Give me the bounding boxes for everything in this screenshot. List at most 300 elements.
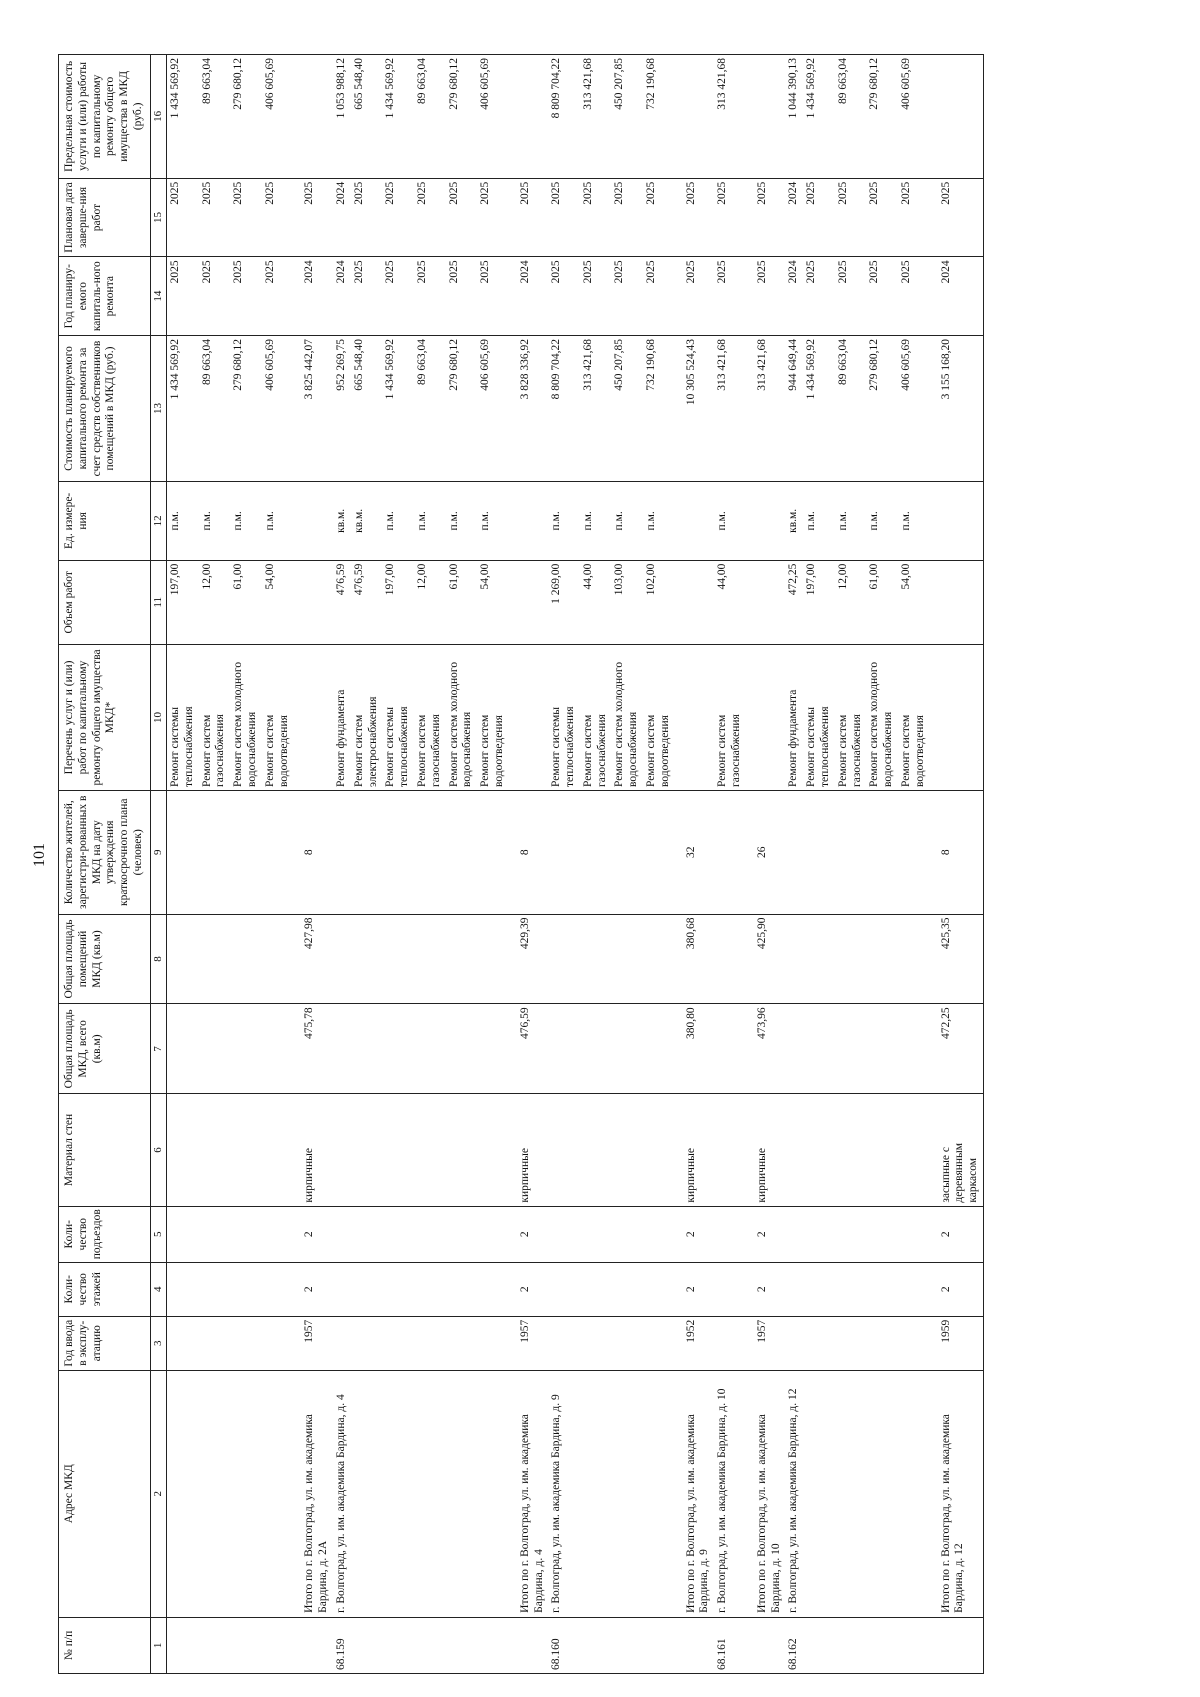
cell-col-14: 2025 — [580, 257, 612, 336]
cell-col-12: п.м. — [866, 482, 898, 561]
cell-col-11: 44,00 — [580, 560, 612, 644]
cell-col-9 — [262, 790, 294, 914]
cell-col-11: 476,59 — [333, 560, 351, 644]
cell-col-7 — [643, 1004, 675, 1094]
cell-col-2 — [351, 1370, 383, 1617]
table-header — [59, 55, 167, 1674]
cell-col-6: кирпичные — [746, 1094, 786, 1206]
cell-col-15: 2025 — [477, 178, 509, 257]
column-header-15: Плановая дата заверше-ния работ — [59, 178, 151, 257]
cell-col-9 — [580, 790, 612, 914]
cell-col-3 — [414, 1316, 446, 1370]
cell-col-10: Ремонт систем газоснабжения — [199, 644, 231, 790]
cell-col-13: 732 190,68 — [643, 335, 675, 481]
cell-col-4 — [477, 1262, 509, 1316]
cell-col-5 — [548, 1206, 580, 1262]
column-number-3: 3 — [150, 1316, 166, 1370]
cell-col-1 — [414, 1617, 446, 1673]
cell-col-13: 3 828 336,92 — [509, 335, 549, 481]
cell-col-15: 2025 — [930, 178, 984, 257]
cell-col-13: 3 155 168,20 — [930, 335, 984, 481]
work-row — [230, 55, 262, 1674]
building-total-row — [930, 55, 984, 1674]
cell-col-8 — [199, 914, 231, 1004]
cell-col-5: 2 — [293, 1206, 333, 1262]
cell-col-1 — [580, 1617, 612, 1673]
cell-col-2 — [835, 1370, 867, 1617]
cell-col-3 — [166, 1316, 198, 1370]
cell-col-2: г. Волгоград, ул. им. академика Бардина, д. 9 — [548, 1370, 580, 1617]
column-number-10: 10 — [150, 644, 166, 790]
work-row — [414, 55, 446, 1674]
column-number-5: 5 — [150, 1206, 166, 1262]
cell-col-2 — [866, 1370, 898, 1617]
cell-col-1 — [509, 1617, 549, 1673]
column-number-7: 7 — [150, 1004, 166, 1094]
cell-col-3 — [333, 1316, 351, 1370]
cell-col-15: 2025 — [199, 178, 231, 257]
cell-col-5 — [898, 1206, 930, 1262]
cell-col-4 — [714, 1262, 746, 1316]
cell-col-3: 1959 — [930, 1316, 984, 1370]
cell-col-14: 2024 — [293, 257, 333, 336]
cell-col-5 — [611, 1206, 643, 1262]
cell-col-5 — [262, 1206, 294, 1262]
capital-repair-table — [58, 54, 984, 1674]
cell-col-9: 32 — [675, 790, 715, 914]
cell-col-11: 197,00 — [166, 560, 198, 644]
cell-col-15: 2025 — [293, 178, 333, 257]
cell-col-13: 3 825 442,07 — [293, 335, 333, 481]
cell-col-13: 10 305 524,43 — [675, 335, 715, 481]
cell-col-14: 2025 — [548, 257, 580, 336]
column-number-16: 16 — [150, 55, 166, 179]
cell-col-4: 2 — [746, 1262, 786, 1316]
cell-col-8 — [714, 914, 746, 1004]
cell-col-15: 2025 — [803, 178, 835, 257]
cell-col-15: 2025 — [835, 178, 867, 257]
header-row — [59, 55, 151, 1674]
cell-col-5 — [643, 1206, 675, 1262]
cell-col-1 — [835, 1617, 867, 1673]
cell-col-6 — [477, 1094, 509, 1206]
column-header-7: Общая площадь МКД, всего (кв.м) — [59, 1004, 151, 1094]
cell-col-16: 313 421,68 — [714, 55, 746, 179]
cell-col-9: 8 — [293, 790, 333, 914]
cell-col-1 — [446, 1617, 478, 1673]
cell-col-4: 2 — [675, 1262, 715, 1316]
cell-col-12: п.м. — [477, 482, 509, 561]
cell-col-11: 12,00 — [199, 560, 231, 644]
cell-col-10: Ремонт системы теплоснабжения — [548, 644, 580, 790]
cell-col-2 — [477, 1370, 509, 1617]
cell-col-1 — [898, 1617, 930, 1673]
column-number-4: 4 — [150, 1262, 166, 1316]
cell-col-6: кирпичные — [675, 1094, 715, 1206]
cell-col-9 — [382, 790, 414, 914]
cell-col-13: 279 680,12 — [230, 335, 262, 481]
cell-col-12: п.м. — [898, 482, 930, 561]
cell-col-11: 61,00 — [866, 560, 898, 644]
column-number-6: 6 — [150, 1094, 166, 1206]
cell-col-6 — [611, 1094, 643, 1206]
cell-col-11: 54,00 — [477, 560, 509, 644]
cell-col-4 — [548, 1262, 580, 1316]
cell-col-4 — [803, 1262, 835, 1316]
cell-col-2 — [199, 1370, 231, 1617]
cell-col-16: 279 680,12 — [446, 55, 478, 179]
cell-col-16 — [675, 55, 715, 179]
work-row — [580, 55, 612, 1674]
cell-col-3 — [803, 1316, 835, 1370]
cell-col-1 — [675, 1617, 715, 1673]
work-row — [714, 55, 746, 1674]
work-row — [262, 55, 294, 1674]
cell-col-16: 732 190,68 — [643, 55, 675, 179]
cell-col-13: 406 605,69 — [898, 335, 930, 481]
cell-col-2 — [446, 1370, 478, 1617]
cell-col-2: Итого по г. Волгоград, ул. им. академика Бардина, д. 4 — [509, 1370, 549, 1617]
cell-col-13: 1 434 569,92 — [803, 335, 835, 481]
cell-col-6 — [166, 1094, 198, 1206]
column-header-1: № п/п — [59, 1617, 151, 1673]
cell-col-5 — [230, 1206, 262, 1262]
cell-col-15: 2025 — [509, 178, 549, 257]
cell-col-2 — [611, 1370, 643, 1617]
cell-col-15: 2025 — [446, 178, 478, 257]
cell-col-9 — [477, 790, 509, 914]
cell-col-13: 944 649,44 — [785, 335, 803, 481]
cell-col-5 — [166, 1206, 198, 1262]
cell-col-9 — [230, 790, 262, 914]
cell-col-14: 2025 — [477, 257, 509, 336]
cell-col-7 — [382, 1004, 414, 1094]
cell-col-4 — [866, 1262, 898, 1316]
cell-col-15: 2025 — [714, 178, 746, 257]
column-number-15: 15 — [150, 178, 166, 257]
cell-col-7 — [414, 1004, 446, 1094]
cell-col-12: п.м. — [199, 482, 231, 561]
column-number-2: 2 — [150, 1370, 166, 1617]
cell-col-12: п.м. — [835, 482, 867, 561]
cell-col-12: кв.м. — [333, 482, 351, 561]
cell-col-7 — [446, 1004, 478, 1094]
cell-col-11: 102,00 — [643, 560, 675, 644]
cell-col-15: 2024 — [333, 178, 351, 257]
cell-col-10: Ремонт систем водоотведения — [643, 644, 675, 790]
cell-col-1 — [262, 1617, 294, 1673]
cell-col-10: Ремонт систем газоснабжения — [835, 644, 867, 790]
cell-col-13: 8 809 704,22 — [548, 335, 580, 481]
cell-col-9 — [351, 790, 383, 914]
work-row — [643, 55, 675, 1674]
cell-col-14: 2025 — [166, 257, 198, 336]
cell-col-6 — [199, 1094, 231, 1206]
cell-col-5 — [351, 1206, 383, 1262]
cell-col-1 — [230, 1617, 262, 1673]
column-header-16: Предельная стоимость услуги и (или) работы по капитальному ремонту общего имущества в МКД (руб.) — [59, 55, 151, 179]
cell-col-6 — [714, 1094, 746, 1206]
cell-col-14: 2025 — [803, 257, 835, 336]
cell-col-14: 2024 — [930, 257, 984, 336]
cell-col-7 — [548, 1004, 580, 1094]
cell-col-15: 2025 — [166, 178, 198, 257]
cell-col-4: 2 — [509, 1262, 549, 1316]
cell-col-12 — [509, 482, 549, 561]
cell-col-1 — [803, 1617, 835, 1673]
cell-col-9 — [414, 790, 446, 914]
cell-col-16: 450 207,85 — [611, 55, 643, 179]
cell-col-12: кв.м. — [785, 482, 803, 561]
column-number-row — [150, 55, 166, 1674]
column-header-14: Год планиру-емого капиталь-ного ремонта — [59, 257, 151, 336]
cell-col-10 — [930, 644, 984, 790]
cell-col-4 — [230, 1262, 262, 1316]
cell-col-1 — [611, 1617, 643, 1673]
cell-col-16 — [746, 55, 786, 179]
work-row — [611, 55, 643, 1674]
work-row — [166, 55, 198, 1674]
cell-col-8 — [548, 914, 580, 1004]
cell-col-6: кирпичные — [293, 1094, 333, 1206]
cell-col-2 — [414, 1370, 446, 1617]
cell-col-11: 476,59 — [351, 560, 383, 644]
cell-col-13: 450 207,85 — [611, 335, 643, 481]
cell-col-8 — [262, 914, 294, 1004]
cell-col-1 — [382, 1617, 414, 1673]
cell-col-15: 2025 — [746, 178, 786, 257]
cell-col-6 — [580, 1094, 612, 1206]
cell-col-3 — [548, 1316, 580, 1370]
cell-col-5 — [803, 1206, 835, 1262]
cell-col-9: 8 — [930, 790, 984, 914]
cell-col-3 — [643, 1316, 675, 1370]
cell-col-8 — [230, 914, 262, 1004]
cell-col-14: 2025 — [382, 257, 414, 336]
cell-col-14: 2025 — [262, 257, 294, 336]
cell-col-7 — [333, 1004, 351, 1094]
cell-col-3 — [785, 1316, 803, 1370]
cell-col-13: 279 680,12 — [446, 335, 478, 481]
cell-col-10: Ремонт систем холодного водоснабжения — [866, 644, 898, 790]
cell-col-8 — [611, 914, 643, 1004]
cell-col-7 — [351, 1004, 383, 1094]
cell-col-11: 197,00 — [382, 560, 414, 644]
cell-col-14: 2025 — [230, 257, 262, 336]
cell-col-1: 68.162 — [785, 1617, 803, 1673]
cell-col-6 — [898, 1094, 930, 1206]
cell-col-11: 197,00 — [803, 560, 835, 644]
cell-col-11 — [675, 560, 715, 644]
cell-col-16: 406 605,69 — [262, 55, 294, 179]
cell-col-5 — [835, 1206, 867, 1262]
cell-col-11: 472,25 — [785, 560, 803, 644]
cell-col-5 — [333, 1206, 351, 1262]
cell-col-12 — [675, 482, 715, 561]
cell-col-1 — [746, 1617, 786, 1673]
cell-col-10: Ремонт фундамента — [333, 644, 351, 790]
cell-col-11: 61,00 — [230, 560, 262, 644]
cell-col-15: 2025 — [866, 178, 898, 257]
cell-col-8: 427,98 — [293, 914, 333, 1004]
cell-col-3 — [262, 1316, 294, 1370]
column-header-6: Материал стен — [59, 1094, 151, 1206]
cell-col-12: п.м. — [230, 482, 262, 561]
cell-col-3 — [714, 1316, 746, 1370]
cell-col-4 — [333, 1262, 351, 1316]
cell-col-10 — [675, 644, 715, 790]
cell-col-11 — [930, 560, 984, 644]
cell-col-2 — [803, 1370, 835, 1617]
cell-col-6 — [414, 1094, 446, 1206]
cell-col-10 — [509, 644, 549, 790]
cell-col-16: 1 044 390,13 — [785, 55, 803, 179]
cell-col-13: 665 548,40 — [351, 335, 383, 481]
cell-col-4 — [643, 1262, 675, 1316]
cell-col-5: 2 — [509, 1206, 549, 1262]
cell-col-5 — [866, 1206, 898, 1262]
cell-col-3 — [611, 1316, 643, 1370]
cell-col-4 — [580, 1262, 612, 1316]
cell-col-2: Итого по г. Волгоград, ул. им. академика Бардина, д. 12 — [930, 1370, 984, 1617]
cell-col-5 — [785, 1206, 803, 1262]
cell-col-8: 429,39 — [509, 914, 549, 1004]
cell-col-12: кв.м. — [351, 482, 383, 561]
cell-col-12: п.м. — [580, 482, 612, 561]
cell-col-15: 2025 — [643, 178, 675, 257]
cell-col-11: 44,00 — [714, 560, 746, 644]
cell-col-10: Ремонт систем холодного водоснабжения — [446, 644, 478, 790]
cell-col-14: 2024 — [785, 257, 803, 336]
cell-col-1: 68.160 — [548, 1617, 580, 1673]
cell-col-10: Ремонт систем холодного водоснабжения — [230, 644, 262, 790]
cell-col-10: Ремонт систем водоотведения — [262, 644, 294, 790]
cell-col-1 — [866, 1617, 898, 1673]
work-row — [351, 55, 383, 1674]
work-row — [382, 55, 414, 1674]
cell-col-2 — [166, 1370, 198, 1617]
cell-col-16 — [930, 55, 984, 179]
cell-col-14: 2025 — [414, 257, 446, 336]
cell-col-13: 313 421,68 — [580, 335, 612, 481]
cell-col-2 — [230, 1370, 262, 1617]
cell-col-9 — [643, 790, 675, 914]
cell-col-16: 1 434 569,92 — [803, 55, 835, 179]
cell-col-12 — [746, 482, 786, 561]
cell-col-6: кирпичные — [509, 1094, 549, 1206]
cell-col-15: 2025 — [351, 178, 383, 257]
cell-col-8 — [333, 914, 351, 1004]
cell-col-13: 279 680,12 — [866, 335, 898, 481]
cell-col-16: 89 663,04 — [414, 55, 446, 179]
cell-col-10: Ремонт систем газоснабжения — [580, 644, 612, 790]
cell-col-12: п.м. — [548, 482, 580, 561]
cell-col-11: 12,00 — [835, 560, 867, 644]
cell-col-9 — [548, 790, 580, 914]
cell-col-15: 2025 — [580, 178, 612, 257]
cell-col-7: 475,78 — [293, 1004, 333, 1094]
cell-col-14: 2025 — [643, 257, 675, 336]
cell-col-4: 2 — [293, 1262, 333, 1316]
cell-col-13: 952 269,75 — [333, 335, 351, 481]
building-total-row — [509, 55, 549, 1674]
cell-col-7 — [714, 1004, 746, 1094]
cell-col-2 — [580, 1370, 612, 1617]
column-header-9: Количество жителей, зарегистри-рованных в МКД на дату утверждения краткосрочного плана (человек) — [59, 790, 151, 914]
cell-col-3 — [898, 1316, 930, 1370]
work-row — [803, 55, 835, 1674]
cell-col-2: Итого по г. Волгоград, ул. им. академика Бардина, д. 9 — [675, 1370, 715, 1617]
cell-col-13: 406 605,69 — [477, 335, 509, 481]
cell-col-3 — [382, 1316, 414, 1370]
cell-col-12: п.м. — [262, 482, 294, 561]
cell-col-8 — [785, 914, 803, 1004]
work-row — [477, 55, 509, 1674]
cell-col-1: 68.159 — [333, 1617, 351, 1673]
cell-col-14: 2025 — [835, 257, 867, 336]
cell-col-8 — [835, 914, 867, 1004]
cell-col-12 — [930, 482, 984, 561]
cell-col-10: Ремонт систем холодного водоснабжения — [611, 644, 643, 790]
cell-col-7 — [866, 1004, 898, 1094]
cell-col-15: 2025 — [382, 178, 414, 257]
cell-col-9 — [866, 790, 898, 914]
cell-col-6 — [446, 1094, 478, 1206]
cell-col-2: Итого по г. Волгоград, ул. им. академика Бардина, д. 2А — [293, 1370, 333, 1617]
building-total-row — [293, 55, 333, 1674]
cell-col-14: 2025 — [351, 257, 383, 336]
cell-col-5: 2 — [930, 1206, 984, 1262]
cell-col-3: 1957 — [293, 1316, 333, 1370]
cell-col-6 — [351, 1094, 383, 1206]
cell-col-12: п.м. — [714, 482, 746, 561]
cell-col-13: 313 421,68 — [746, 335, 786, 481]
cell-col-2 — [898, 1370, 930, 1617]
cell-col-8 — [580, 914, 612, 1004]
cell-col-10: Ремонт систем газоснабжения — [414, 644, 446, 790]
cell-col-14: 2025 — [675, 257, 715, 336]
cell-col-16: 406 605,69 — [898, 55, 930, 179]
cell-col-16: 8 809 704,22 — [548, 55, 580, 179]
cell-col-4 — [898, 1262, 930, 1316]
cell-col-1 — [351, 1617, 383, 1673]
cell-col-3: 1952 — [675, 1316, 715, 1370]
cell-col-8: 425,35 — [930, 914, 984, 1004]
cell-col-12: п.м. — [611, 482, 643, 561]
cell-col-14: 2025 — [746, 257, 786, 336]
cell-col-7 — [803, 1004, 835, 1094]
cell-col-7 — [611, 1004, 643, 1094]
cell-col-5 — [382, 1206, 414, 1262]
cell-col-9 — [166, 790, 198, 914]
cell-col-16: 665 548,40 — [351, 55, 383, 179]
cell-col-6 — [866, 1094, 898, 1206]
cell-col-5: 2 — [746, 1206, 786, 1262]
cell-col-1 — [930, 1617, 984, 1673]
cell-col-16: 279 680,12 — [230, 55, 262, 179]
cell-col-3: 1957 — [509, 1316, 549, 1370]
cell-col-9 — [835, 790, 867, 914]
cell-col-16: 1 053 988,12 — [333, 55, 351, 179]
cell-col-9 — [199, 790, 231, 914]
cell-col-2: Итого по г. Волгоград, ул. им. академика Бардина, д. 10 — [746, 1370, 786, 1617]
cell-col-7: 380,80 — [675, 1004, 715, 1094]
work-row — [199, 55, 231, 1674]
cell-col-8 — [643, 914, 675, 1004]
cell-col-14: 2025 — [714, 257, 746, 336]
cell-col-6 — [382, 1094, 414, 1206]
column-header-2: Адрес МКД — [59, 1370, 151, 1617]
